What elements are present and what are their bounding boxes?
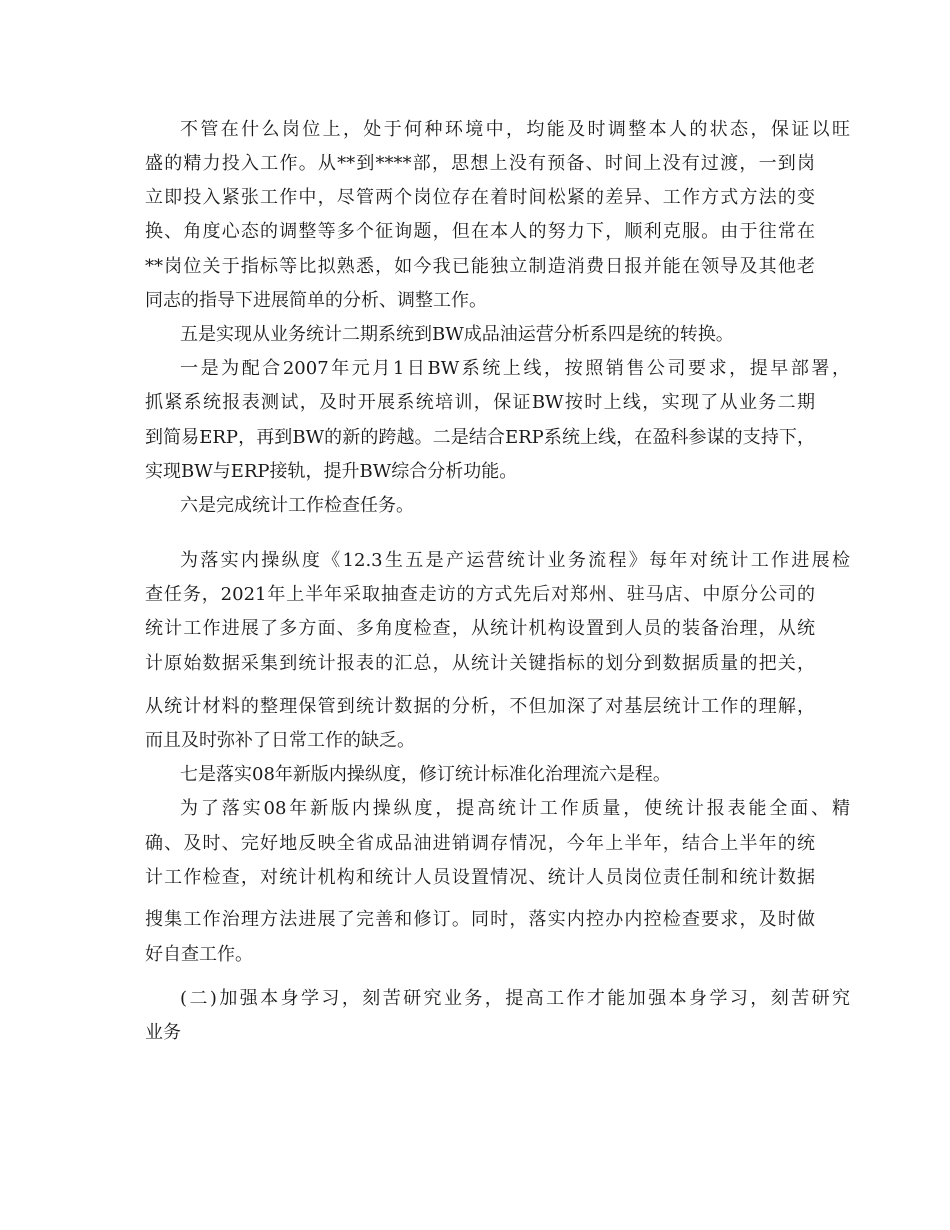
paragraph-line: 统计工作进展了多方面、多角度检查，从统计机构设置到人员的装备治理，从统 xyxy=(145,618,815,639)
paragraph-line: 业务 xyxy=(145,1022,181,1043)
paragraph-line: 为落实内操纵度《12.3生五是产运营统计业务流程》每年对统计工作进展检 xyxy=(180,550,850,571)
paragraph-line: 为了落实08年新版内操纵度，提高统计工作质量，使统计报表能全面、精 xyxy=(180,798,850,819)
paragraph-line: 好自查工作。 xyxy=(145,944,253,965)
section-heading: 五是实现从业务统计二期系统到BW成品油运营分析系四是统的转换。 xyxy=(180,324,734,345)
section-heading: 七是落实08年新版内操纵度，修订统计标准化治理流六是程。 xyxy=(180,764,671,785)
paragraph-line: 计工作检查，对统计机构和统计人员设置情况、统计人员岗位责任制和统计数据 xyxy=(145,867,815,888)
paragraph-line: 查任务，2021年上半年采取抽查走访的方式先后对郑州、驻马店、中原分公司的 xyxy=(145,584,815,605)
paragraph-line: 确、及时、完好地反映全省成品油进销调存情况，今年上半年，结合上半年的统 xyxy=(145,833,815,854)
paragraph-line: 计原始数据采集到统计报表的汇总，从统计关键指标的划分到数据质量的把关， xyxy=(145,653,815,674)
paragraph-line: 一是为配合2007年元月1日BW系统上线，按照销售公司要求，提早部署， xyxy=(180,358,850,379)
paragraph-line: 同志的指导下进展简单的分析、调整工作。 xyxy=(145,290,487,311)
paragraph-line: 而且及时弥补了日常工作的缺乏。 xyxy=(145,730,415,751)
paragraph-line: 到简易ERP，再到BW的新的跨越。二是结合ERP系统上线，在盈科参谋的支持下， xyxy=(145,427,815,448)
paragraph-line: 实现BW与ERP接轨，提升BW综合分析功能。 xyxy=(145,461,518,482)
paragraph-line: **岗位关于指标等比拟熟悉，如今我已能独立制造消费日报并能在领导及其他老 xyxy=(145,256,815,277)
section-heading: 六是完成统计工作检查任务。 xyxy=(180,495,414,516)
paragraph-line: 抓紧系统报表测试，及时开展系统培训，保证BW按时上线，实现了从业务二期 xyxy=(145,392,815,413)
section-heading: (二)加强本身学习，刻苦研究业务，提高工作才能加强本身学习，刻苦研究 xyxy=(180,988,850,1009)
paragraph-line: 盛的精力投入工作。从**到****部，思想上没有预备、时间上没有过渡，一到岗 xyxy=(145,153,815,174)
paragraph-line: 从统计材料的整理保管到统计数据的分析，不但加深了对基层统计工作的理解， xyxy=(145,696,815,717)
paragraph-line: 立即投入紧张工作中，尽管两个岗位存在着时间松紧的差异、工作方式方法的变 xyxy=(145,187,815,208)
paragraph-line: 不管在什么岗位上，处于何种环境中，均能及时调整本人的状态，保证以旺 xyxy=(180,119,850,140)
paragraph-line: 搜集工作治理方法进展了完善和修订。同时，落实内控办内控检查要求，及时做 xyxy=(145,909,815,930)
paragraph-line: 换、角度心态的调整等多个征询题，但在本人的努力下，顺利克服。由于往常在 xyxy=(145,221,815,242)
